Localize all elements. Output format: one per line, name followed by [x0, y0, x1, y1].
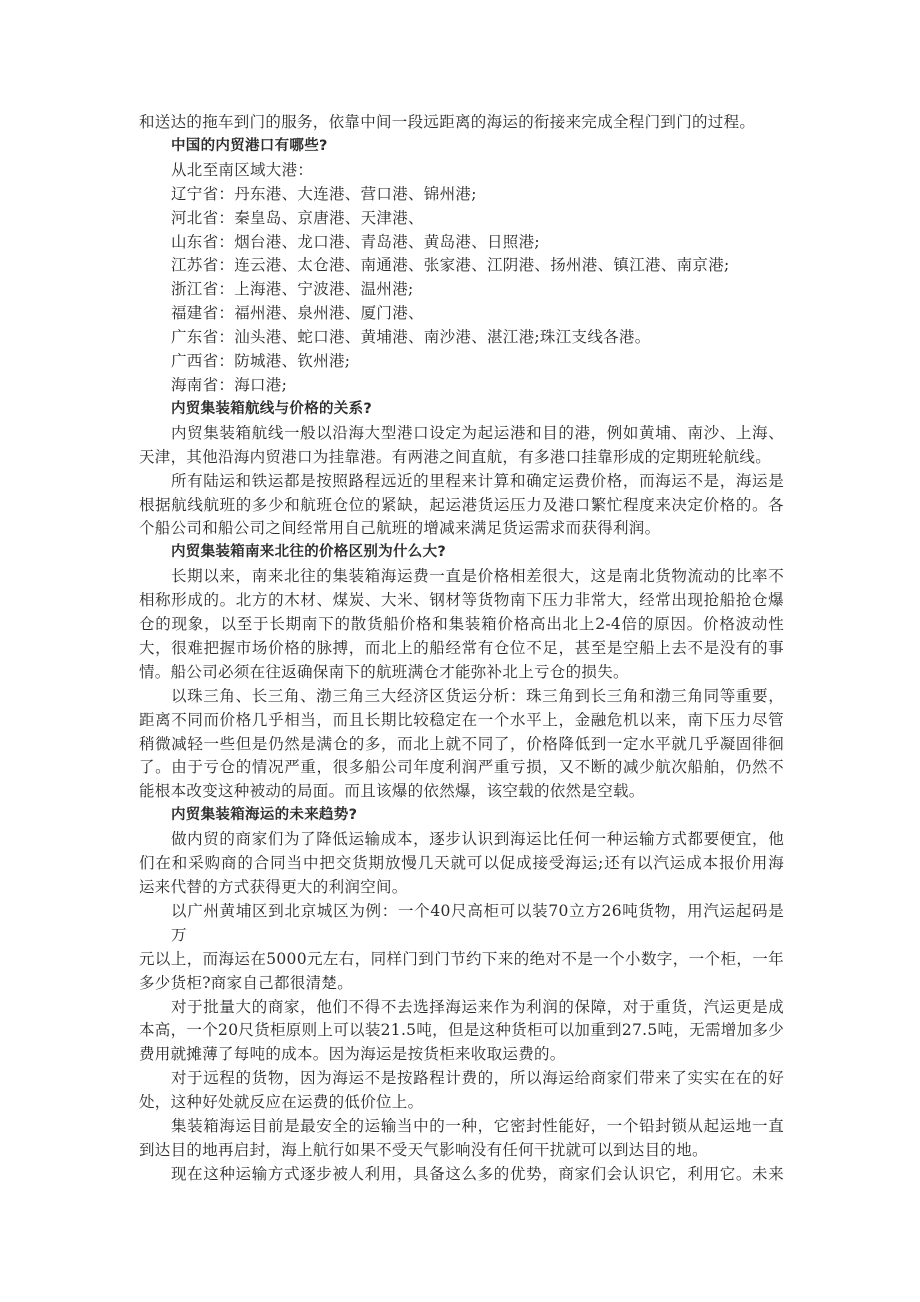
paragraph-line: 到达目的地再启封，海上航行如果不受天气影响没有任何干扰就可以到达目的地。 — [139, 1140, 708, 1159]
paragraph-line: 们在和采购商的合同当中把交货期放慢几天就可以促成接受海运;还有以汽运成本报价用海 — [139, 854, 784, 873]
paragraph-line: 广西省：防城港、钦州港; — [171, 352, 351, 371]
paragraph-line: 做内贸的商家们为了降低运输成本，逐步认识到海运比任何一种运输方式都要便宜，他 — [171, 830, 784, 849]
paragraph-line: 福建省：福州港、泉州港、厦门港、 — [171, 304, 424, 323]
section-heading: 内贸集装箱海运的未来趋势? — [171, 807, 358, 824]
paragraph-line: 浙江省：上海港、宁波港、温州港; — [171, 280, 414, 299]
paragraph-line: 广东省：汕头港、蛇口港、黄埔港、南沙港、湛江港;珠江支线各港。 — [171, 328, 651, 347]
paragraph-line: 距离不同而价格几乎相当，而且长期比较稳定在一个水平上，金融危机以来，南下压力尽管 — [139, 710, 784, 729]
paragraph-line: 对于远程的货物，因为海运不是按路程计费的，所以海运给商家们带来了实实在在的好 — [171, 1069, 784, 1088]
paragraph-line: 江苏省：连云港、太仓港、南通港、张家港、江阴港、扬州港、镇江港、南京港; — [171, 256, 730, 275]
paragraph-line: 河北省：秦皇岛、京唐港、天津港、 — [171, 208, 424, 227]
paragraph-line: 以珠三角、长三角、渤三角三大经济区货运分析：珠三角到长三角和渤三角同等重要， — [171, 686, 784, 705]
paragraph-line: 多少货柜?商家自己都很清楚。 — [139, 973, 354, 992]
paragraph-line: 了。由于亏仓的情况严重，很多船公司年度利润严重亏损，又不断的减少航次船舶，仍然不 — [139, 758, 784, 777]
paragraph-line: 相称形成的。北方的木材、煤炭、大米、钢材等货物南下压力非常大，经常出现抢船抢仓爆 — [139, 591, 784, 610]
paragraph-line: 根据航线航班的多少和航班仓位的紧缺，起运港货运压力及港口繁忙程度来决定价格的。各 — [139, 495, 784, 514]
paragraph-line: 海南省：海口港; — [171, 375, 288, 394]
section-heading: 中国的内贸港口有哪些? — [171, 137, 328, 154]
paragraph-line: 和送达的拖车到门的服务，依靠中间一段远距离的海运的衔接来完成全程门到门的过程。 — [139, 113, 756, 131]
paragraph-line: 天津，其他沿海内贸港口为挂靠港。有两港之间直航，有多港口挂靠形成的定期班轮航线。 — [139, 447, 772, 466]
paragraph-line: 从北至南区域大港： — [171, 160, 314, 179]
paragraph-line: 现在这种运输方式逐步被人利用，具备这么多的优势，商家们会认识它，利用它。未来 — [171, 1164, 784, 1183]
paragraph-line: 费用就摊薄了每吨的成本。因为海运是按货柜来收取运费的。 — [139, 1045, 566, 1064]
paragraph-line: 长期以来，南来北往的集装箱海运费一直是价格相差很大，这是南北货物流动的比率不 — [171, 567, 784, 586]
paragraph-line: 运来代替的方式获得更大的利润空间。 — [139, 878, 408, 896]
paragraph-line: 个船公司和船公司之间经常用自己航班的增减来满足货运需求而获得利润。 — [139, 519, 661, 538]
paragraph-line: 山东省：烟台港、龙口港、青岛港、黄岛港、日照港; — [171, 232, 540, 251]
paragraph-line: 处，这种好处就反应在运费的低价位上。 — [139, 1093, 424, 1112]
paragraph-line: 稍微减轻一些但是仍然是满仓的多，而北上就不同了，价格降低到一定水平就几乎凝固徘徊 — [139, 734, 784, 753]
paragraph-line: 内贸集装箱航线一般以沿海大型港口设定为起运港和目的港，例如黄埔、南沙、上海、 — [171, 423, 784, 442]
paragraph-line: 能根本改变这种被动的局面。而且该爆的依然爆，该空载的依然是空载。 — [139, 782, 645, 801]
paragraph-line: 辽宁省：丹东港、大连港、营口港、锦州港; — [171, 184, 477, 203]
paragraph-line: 集装箱海运目前是最安全的运输当中的一种，它密封性能好，一个铅封锁从起运地一直 — [171, 1117, 784, 1136]
paragraph-line: 本高，一个20尺货柜原则上可以装21.5吨，但是这种货柜可以加重到27.5吨，无需增加多少 — [139, 1021, 784, 1040]
paragraph-line: 仓的现象，以至于长期南下的散货船价格和集装箱价格高出北上2-4倍的原因。价格波动性 — [139, 615, 784, 634]
document-page — [139, 111, 784, 1187]
section-heading: 内贸集装箱南来北往的价格区别为什么大? — [171, 544, 447, 561]
paragraph-line: 对于批量大的商家，他们不得不去选择海运来作为利润的保障，对于重货，汽运更是成 — [171, 997, 784, 1016]
section-heading: 内贸集装箱航线与价格的关系? — [171, 400, 373, 417]
paragraph-line: 以广州黄埔区到北京城区为例：一个40尺高柜可以装70立方26吨货物，用汽运起码是万 — [171, 901, 784, 944]
paragraph-line: 大，很难把握市场价格的脉搏，而北上的船经常有仓位不足，甚至是空船上去不是没有的事 — [139, 638, 784, 657]
paragraph-line: 情。船公司必须在往返确保南下的航班满仓才能弥补北上亏仓的损失。 — [139, 662, 629, 681]
paragraph-line: 元以上，而海运在5000元左右，同样门到门节约下来的绝对不是一个小数字，一个柜，一年 — [139, 949, 784, 968]
paragraph-line: 所有陆运和铁运都是按照路程远近的里程来计算和确定运费价格，而海运不是，海运是 — [171, 471, 784, 490]
